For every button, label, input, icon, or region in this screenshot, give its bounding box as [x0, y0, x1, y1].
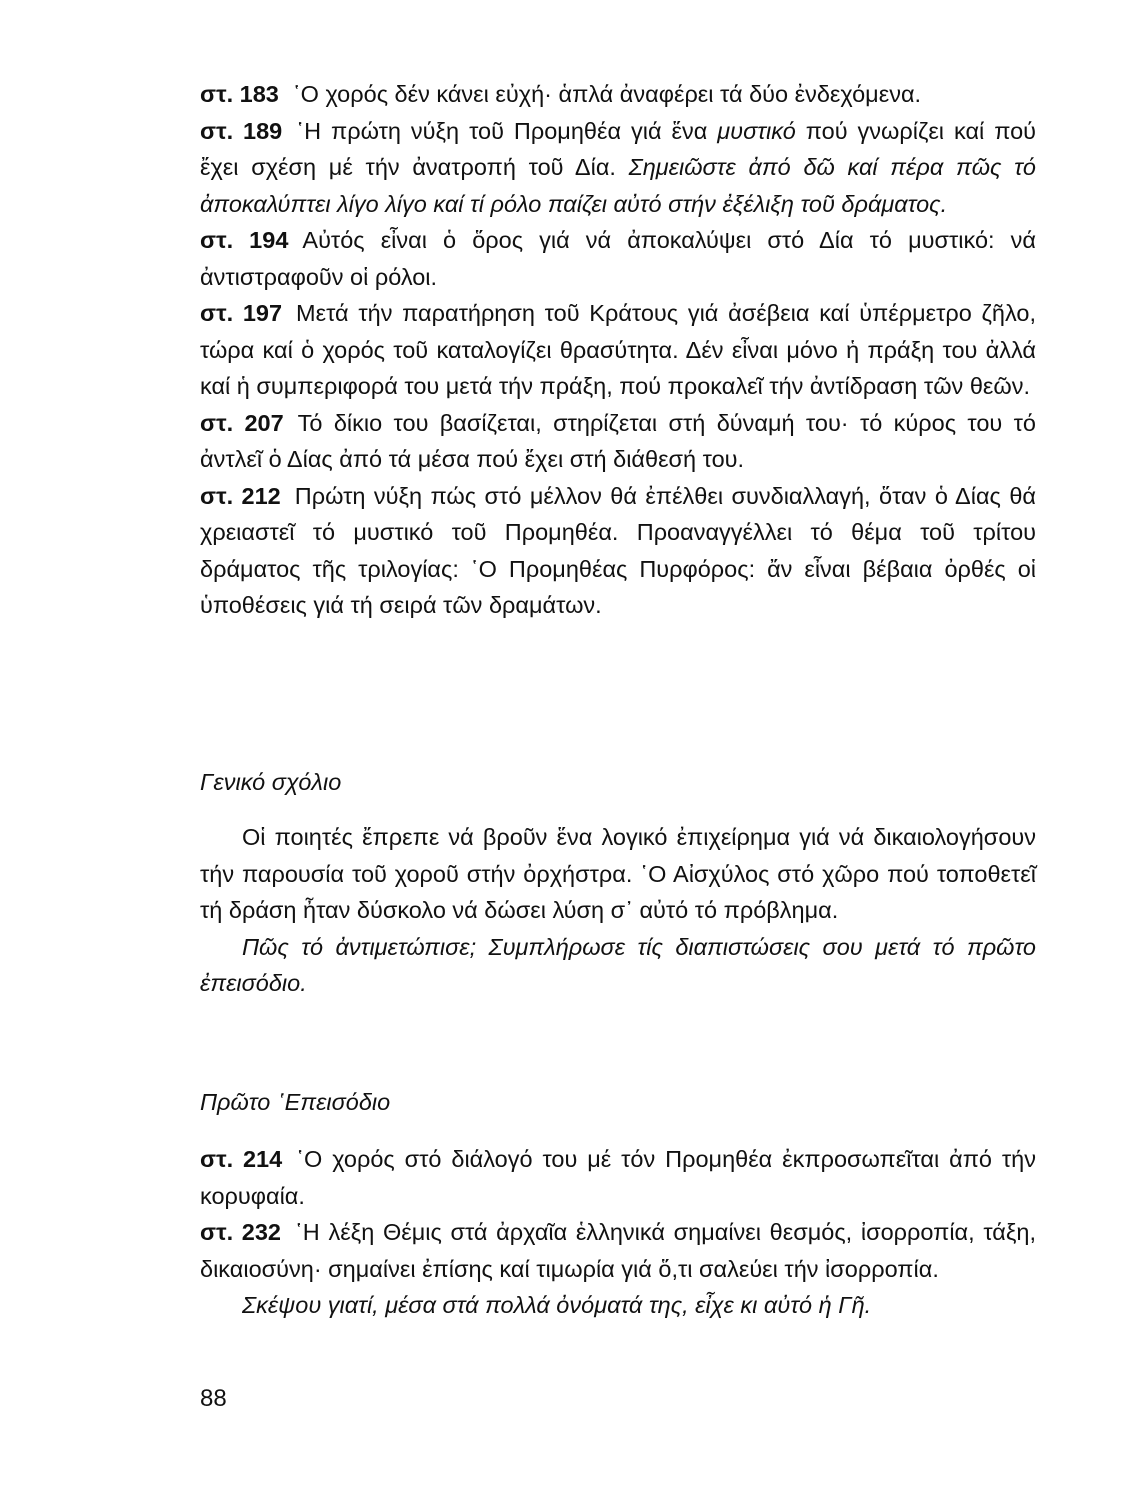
note-ref: στ. 194	[200, 227, 289, 253]
note-text: ῾Ο χορός στό διάλογό του μέ τόν Προμηθέα ἐκπροσωπεῖται ἀπό τήν κορυφαία.	[200, 1146, 1036, 1209]
note-232	[200, 1214, 1036, 1287]
note-ref: στ. 207	[200, 409, 284, 436]
note-214	[200, 1141, 1036, 1214]
general-paragraph: Οἱ ποιητές ἔπρεπε νά βροῦν ἕνα λογικό ἐπιχείρημα γιά νά δικαιολογήσουν τήν παρουσία τοῦ χοροῦ στήν ὀρχήστρα. ῾Ο Αἰσχύλος στό χῶρο πού τοποθετεῖ τή δράση ἦταν δύσκολο νά δώσει λύση σ᾽ αὐτό τό πρόβλημα.	[200, 824, 1036, 923]
page-number: 88	[200, 1385, 227, 1412]
note-ref: στ. 189	[200, 117, 283, 144]
note-text: Τό δίκιο του βασίζεται, στηρίζεται στή δύναμή του· τό κύρος του τό ἀντλεῖ ὁ Δίας ἀπό τά μέσα πού ἔχει στή διάθεσή του.	[200, 409, 1036, 472]
note-ref: στ. 197	[200, 300, 283, 326]
note-text: Πρώτη νύξη πώς στό μέλλον θά ἐπέλθει συνδιαλλαγή, ὅταν ὁ Δίας θά χρειαστεῖ τό μυστικό τοῦ Προμηθέα. Προαναγγέλλει τό θέμα τοῦ τρίτου δράματος τῆς τριλογίας: ῾Ο Προμηθέας Πυρφόρος: ἄν εἶναι βέβαια ὀρθές οἱ ὑποθέσεις γιά τή σειρά τῶν δραμάτων.	[200, 482, 1036, 618]
note-183	[200, 76, 1036, 113]
general-comment-heading: Γενικό σχόλιο	[200, 769, 342, 795]
note-207	[200, 405, 1036, 478]
note-text: ῾Η λέξη Θέμις στά ἀρχαῖα ἑλληνικά σημαίνει θεσμός, ἰσορροπία, τάξη, δικαιοσύνη· σημαίνει ἐπίσης καί τιμωρία γιά ὅ,τι σαλεύει τήν ἰσορροπία.	[200, 1219, 1036, 1282]
note-italic-word: μυστικό	[717, 117, 796, 144]
note-ref: στ. 214	[200, 1146, 283, 1172]
first-episode-heading: Πρῶτο ῾Επεισόδιο	[200, 1089, 391, 1115]
episode-notes-block	[200, 1141, 1036, 1324]
episode-question: Σκέψου γιατί, μέσα στά πολλά ὀνόματά της, εἶχε κι αὐτό ἡ Γῆ.	[242, 1292, 872, 1318]
note-194	[200, 222, 1036, 295]
note-text-after: πού γνωρίζει καί πού ἔχει σχέση μέ τήν ἀνατροπή τοῦ Δία.	[200, 117, 1037, 180]
note-text: ῾Η πρώτη νύξη τοῦ Προμηθέα γιά ἕνα	[296, 117, 708, 144]
note-ref: στ. 212	[200, 482, 281, 509]
note-212	[200, 478, 1036, 624]
note-text: ῾Ο χορός δέν κάνει εὐχή· ἁπλά ἀναφέρει τά δύο ἐνδεχόμενα.	[292, 81, 922, 107]
general-question: Πῶς τό ἀντιμετώπισε; Συμπλήρωσε τίς διαπιστώσεις σου μετά τό πρῶτο ἐπεισόδιο.	[200, 933, 1036, 996]
note-text: Αὐτός εἶναι ὁ ὅρος γιά νά ἀποκαλύψει στό Δία τό μυστικό: νά ἀντιστραφοῦν οἱ ρόλοι.	[200, 227, 1036, 290]
general-comment-block	[200, 819, 1036, 1002]
note-text: Μετά τήν παρατήρηση τοῦ Κράτους γιά ἀσέβεια καί ὑπέρμετρο ζῆλο, τώρα καί ὁ χορός τοῦ καταλογίζει θρασύτητα. Δέν εἶναι μόνο ἡ πράξη του ἀλλά καί ἡ συμπεριφορά του μετά τήν πράξη, πού προκαλεῖ τήν ἀντίδραση τῶν θεῶν.	[200, 300, 1036, 399]
note-197	[200, 295, 1036, 405]
note-ref: στ. 232	[200, 1219, 281, 1245]
note-ref: στ. 183	[200, 81, 279, 107]
note-italic-tail: Σημειῶστε ἀπό δῶ καί πέρα πῶς τό ἀποκαλύπτει λίγο λίγο καί τί ρόλο παίζει αὐτό στήν ἐξέλιξη τοῦ δράματος.	[200, 154, 1036, 217]
notes-block-top	[200, 76, 1036, 624]
note-189	[200, 113, 1036, 223]
